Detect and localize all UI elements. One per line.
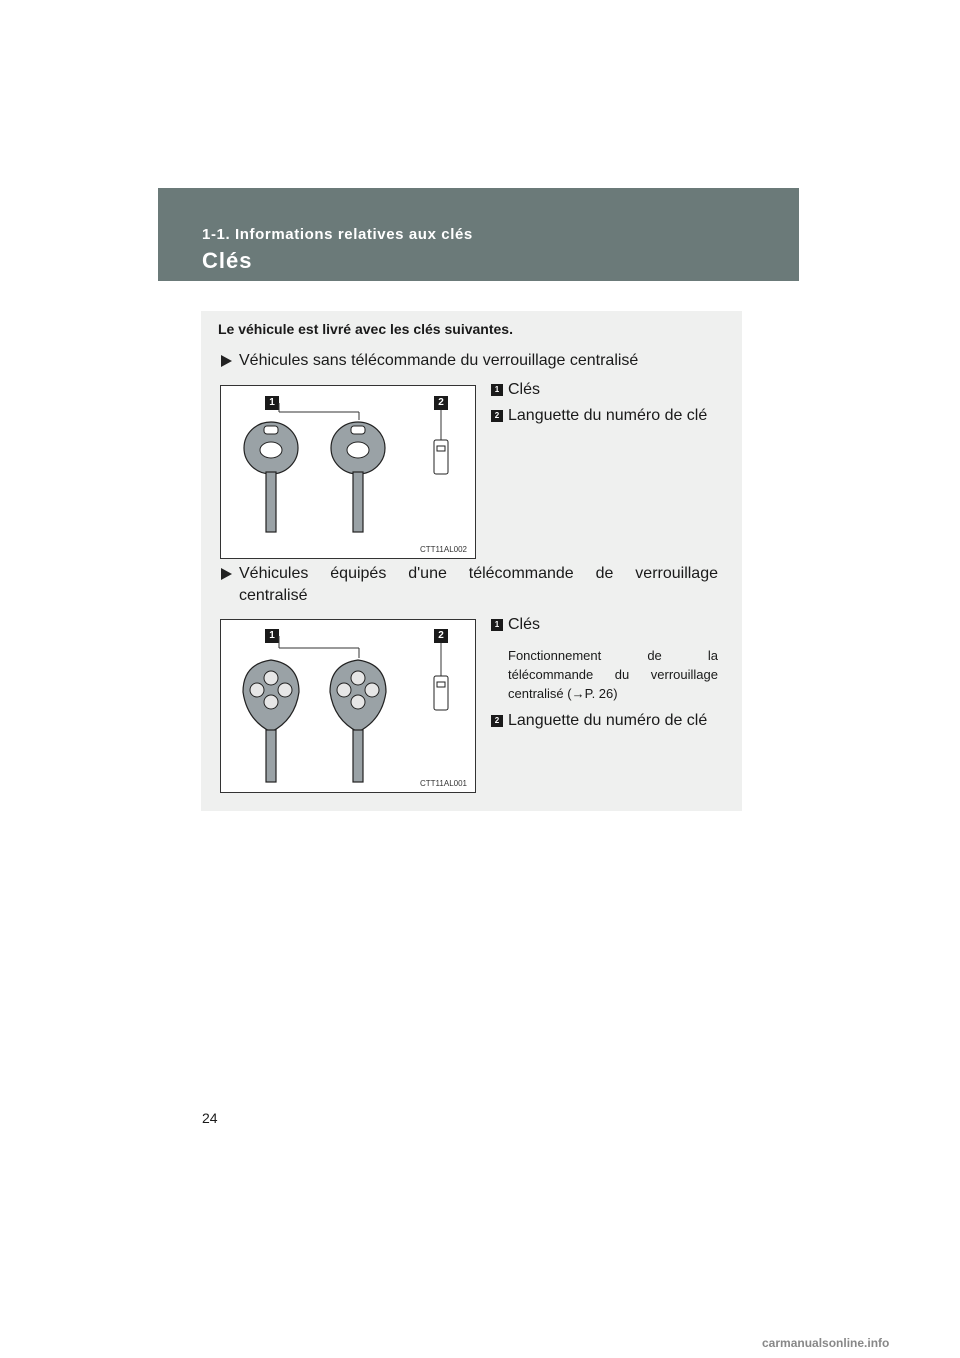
watermark: carmanualsonline.info <box>762 1336 890 1350</box>
legend-number-2: 2 <box>491 715 503 727</box>
callout-1: 1 <box>265 396 279 410</box>
note-line-2: télécommande du verrouillage <box>508 667 718 682</box>
legend-note <box>508 646 718 703</box>
note-line-1: Fonctionnement de la <box>508 648 718 663</box>
page-title: Clés <box>202 248 253 273</box>
bullet-with-remote <box>221 563 721 607</box>
legend-text: Clés <box>508 616 541 633</box>
figure-keys-no-remote <box>220 385 476 559</box>
bullet-arrow-icon <box>221 355 232 367</box>
keys-illustration <box>221 386 477 560</box>
remote-keys-illustration <box>221 620 477 794</box>
bullet-text-line1: Véhicules équipés d'une télécommande de verrouillage <box>239 565 718 582</box>
legend-number-2: 2 <box>491 410 503 422</box>
figure-keys-with-remote <box>220 619 476 793</box>
legend-number-1: 1 <box>491 619 503 631</box>
page-number: 24 <box>202 1110 218 1126</box>
legend-text: Languette du numéro de clé <box>508 407 708 424</box>
figure-code: CTT11AL001 <box>420 779 467 788</box>
figure-code: CTT11AL002 <box>420 545 467 554</box>
legend-text: Languette du numéro de clé <box>508 712 708 729</box>
legend-number-1: 1 <box>491 384 503 396</box>
section-label: 1-1. Informations relatives aux clés <box>202 226 473 243</box>
note-line-3: centralisé (→P. 26) <box>508 686 618 701</box>
callout-2: 2 <box>434 396 448 410</box>
bullet-text: Véhicules sans télécommande du verrouillage centralisé <box>239 352 639 369</box>
bullet-arrow-icon <box>221 568 232 580</box>
bullet-text-line2: centralisé <box>239 587 308 604</box>
callout-1: 1 <box>265 629 279 643</box>
callout-2: 2 <box>434 629 448 643</box>
legend-text: Clés <box>508 381 541 398</box>
intro-text: Le véhicule est livré avec les clés suivantes. <box>218 321 513 337</box>
